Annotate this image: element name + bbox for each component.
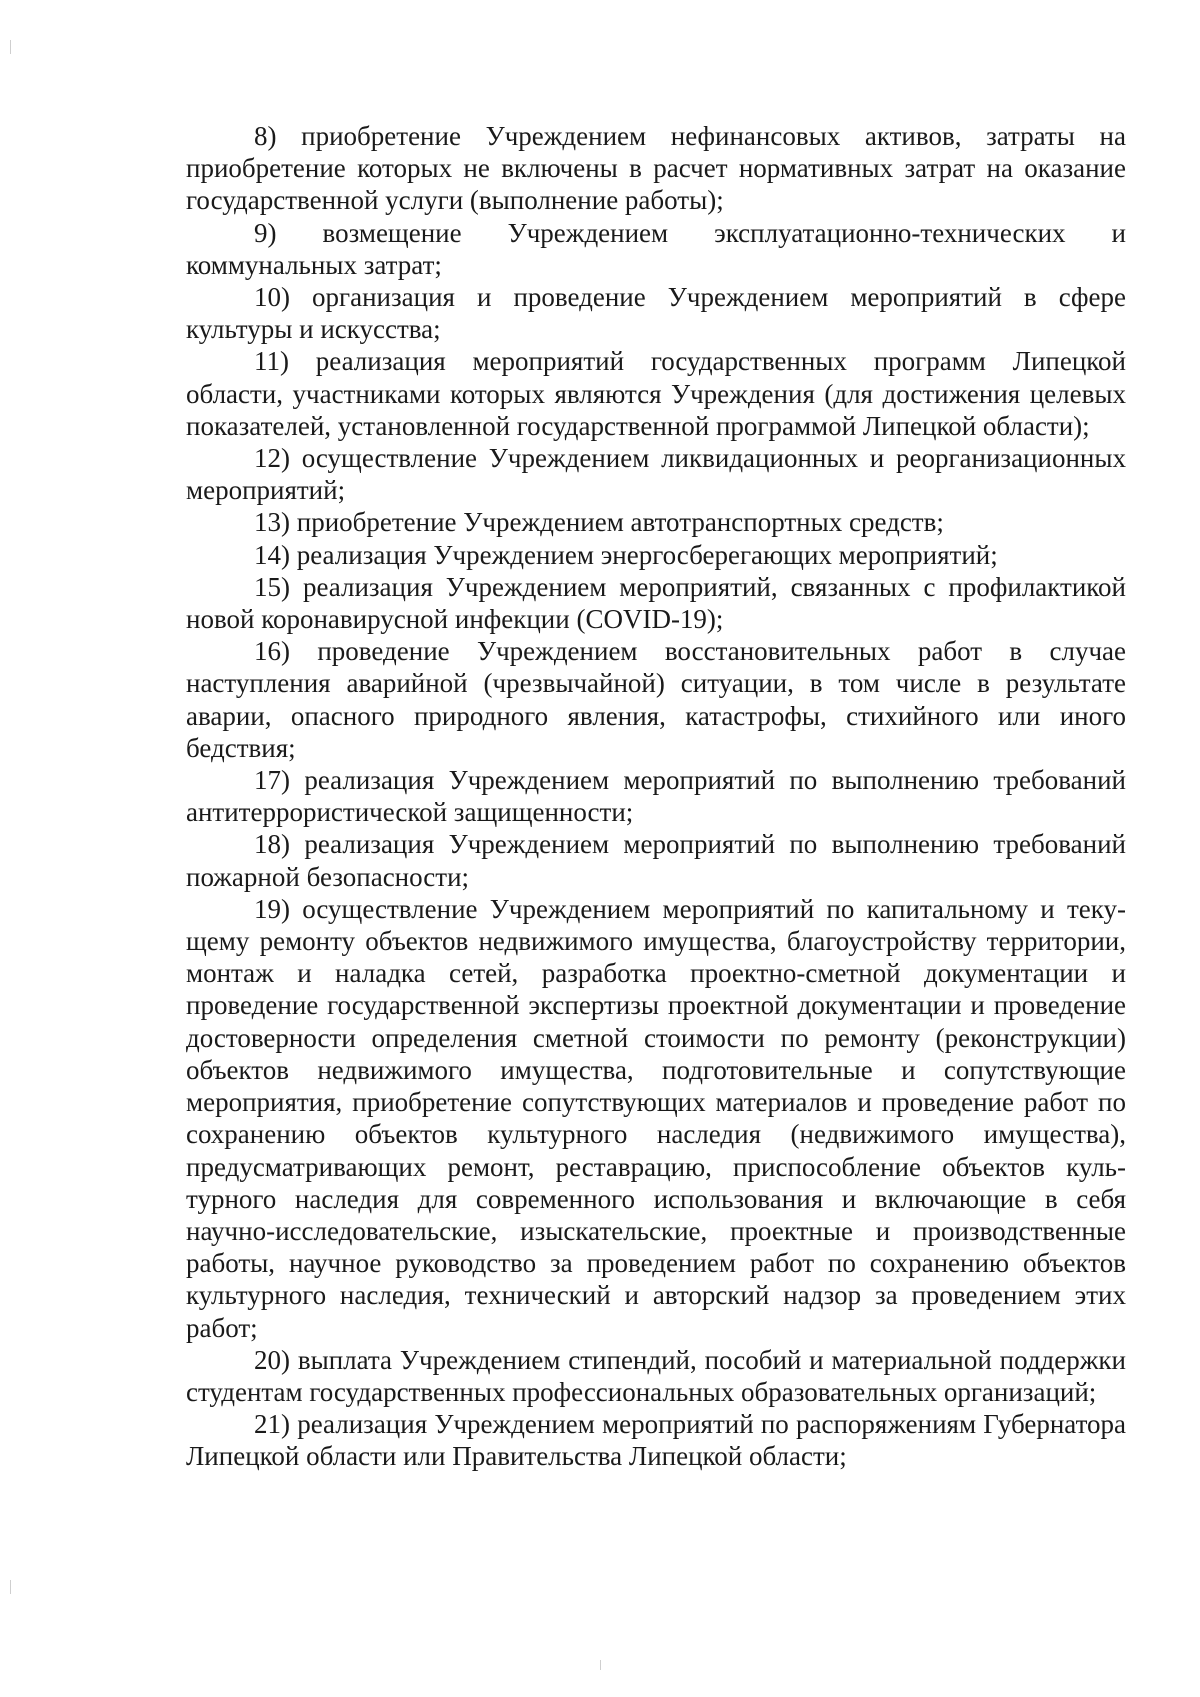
list-item-10: 10) организация и проведение Учреждением мероприятий в сфере культуры и искусства; [186, 282, 1126, 345]
document-body [186, 120, 1126, 1473]
list-item-8: 8) приобретение Учреждением нефинансовых активов, затраты на приобретение которых не включены в расчет нормативных затрат на оказание государственной услуги (выполнение работы); [186, 121, 1126, 216]
scan-artifact [600, 1660, 601, 1670]
list-item-11: 11) реализация мероприятий государственных программ Липецкой области, участниками которых являются Учреждения (для достижения целевых показателей, установленной государственной программой Липецкой области); [186, 346, 1126, 441]
list-item-15: 15) реализация Учреждением мероприятий, связанных с профилактикой новой коронавирусной инфекции (COVID-19); [186, 571, 1126, 635]
list-item-19: 19) осуществление Учреждением мероприятий по капитальному и текущему ремонту объектов недвижимого имущества, благоустройству территории, монтаж и наладка сетей, разработка проектно-сметной документации и проведение государственной экспертизы проектной документации и проведение достоверности определения сметной стоимости по ремонту (реконструкции) объектов недвижимого имущества, подготовительные и сопутствующие мероприятия, приобретение сопутствующих материалов и проведение работ по сохранению объектов культурного наследия (недвижимого имущества), предусматривающих ремонт, реставрацию, приспособление объектов культурного наследия для современного использования и включающие в себя научно-исследовательские, изыскательские, проектные и производственные работы, научное руководство за проведением работ по сохранению объектов культурного наследия, технический и авторский надзор за проведением этих работ; [186, 893, 1126, 1343]
list-item-12: 12) осуществление Учреждением ликвидационных и реорганизационных мероприятий; [186, 443, 1126, 506]
list-item-13: 13) приобретение Учреждением автотранспортных средств; [254, 507, 944, 538]
list-item-9: 9) возмещение Учреждением эксплуатационно-технических и коммунальных затрат; [186, 217, 1126, 280]
list-item-17: 17) реализация Учреждением мероприятий по выполнению требований антитеррористической защищенности; [186, 765, 1126, 828]
list-item-20: 20) выплата Учреждением стипендий, пособий и материальной поддержки студентам государственных профессиональных образовательных организаций; [186, 1344, 1126, 1407]
list-item-18: 18) реализация Учреждением мероприятий по выполнению требований пожарной безопасности; [186, 829, 1126, 892]
scan-artifact [10, 1580, 11, 1594]
list-item-14: 14) реализация Учреждением энергосберегающих мероприятий; [254, 539, 998, 570]
list-item-16: 16) проведение Учреждением восстановительных работ в случае наступления аварийной (чрезвычайной) ситуации, в том числе в результате аварии, опасного природного явления, катастрофы, стихийного или иного бедствия; [186, 636, 1126, 763]
list-item-21: 21) реализация Учреждением мероприятий по распоряжениям Губернатора Липецкой области или Правительства Липецкой области; [186, 1409, 1126, 1472]
scan-artifact [10, 40, 11, 54]
